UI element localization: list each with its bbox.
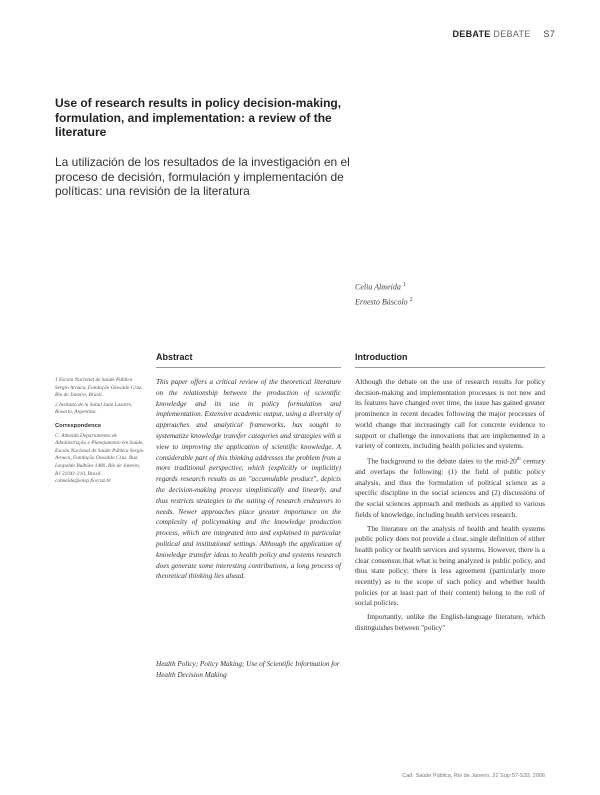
affiliation-1: 1 Escola Nacional de Saúde Pública Sergio Arouca, Fundação Oswaldo Cruz, Rio de Janeiro, Brasil. bbox=[55, 377, 143, 399]
paragraph: The background to the debate dates to the mid-20th century and overlaps the following: (1) the field of public policy analysis, and thus the formulation of political science as a specific discipline in the social sciences and (2) discussions of the social sciences approach and methods as applied to various fields of knowledge, including health services research. bbox=[355, 456, 545, 519]
author: Ernesto Báscolo $^2$ bbox=[355, 296, 413, 307]
paragraph: Importantly, unlike the English-language literature, which distinguishes between "policy" bbox=[355, 612, 545, 632]
author: Celia Almeida $^1$ bbox=[355, 282, 406, 292]
journal-footer: Cad. Saúde Pública, Rio de Janeiro, 22 Sup:S7-S33, 2006 bbox=[402, 773, 545, 779]
running-header bbox=[452, 29, 555, 39]
correspondence-address: C. Almeida Departamento de Administração e Planejamento em Saúde, Escola Nacional de Saúde Pública Sergio Arouca, Fundação Oswaldo Cruz. Rua Leopoldo Bulhões 1480, Rio de Janeiro, RJ 21041-210, Brasil. calmeida@ensp.fiocruz.br bbox=[55, 432, 144, 485]
affiliations bbox=[55, 377, 145, 488]
abstract-divider bbox=[156, 367, 341, 368]
introduction-heading: Introduction bbox=[355, 352, 408, 362]
affiliation-2: 2 Instituto de la Salud Juan Lazarte, Rosario, Argentina. bbox=[55, 401, 133, 416]
section-label-secondary: DEBATE bbox=[493, 29, 531, 39]
paragraph: Although the debate on the use of research results for policy decision-making and implementation processes is not new and its features have changed over time, the issue has gained greater prominence in recent decades following the major processes of world change that increasingly call for concrete evidence to support or challenge the innovations that are implemented in a variety of contexts, including health policies and systems. bbox=[355, 377, 545, 451]
keywords: Health Policy; Policy Making; Use of Scientific Information for Health Decision Making bbox=[156, 660, 340, 679]
author-list bbox=[355, 279, 413, 308]
introduction-body bbox=[355, 377, 545, 637]
page-number: S7 bbox=[543, 29, 555, 39]
abstract-text: This paper offers a critical review of the theoretical literature on the relationship between the production of scientific knowledge and its use in policy formulation and implementation. Extensive academic output, using a diversity of approaches and analytical frameworks, has sought to systematize knowledge transfer categories and strategies with a view to improving the application of scientific knowledge. A considerable part of this thinking addresses the problem from a more traditional perspective, which (explicitly or implicitly) regards research results as an "accumulable product", depicts the decision-making process simplistically and linearly, and thus restricts strategies to the suiting of research endeavors to needs. Newer approaches place greater importance on the complexity of policymaking and the knowledge production process, which are integrated into and explained in particular political and institutional settings. Although the application of knowledge transfer ideas to health policy and systems research does generate some interesting contributions, a long process of theoretical thinking lies ahead. bbox=[156, 378, 341, 581]
article-title-english: Use of research results in policy decision-making, formulation, and implementation: a review of the literature bbox=[55, 96, 342, 139]
section-label: DEBATE bbox=[452, 29, 491, 39]
abstract-heading: Abstract bbox=[156, 352, 193, 362]
article-title-spanish: La utilización de los resultados de la investigación en el proceso de decisión, formulación y implementación de políticas: una revisión de la literatura bbox=[55, 155, 350, 198]
introduction-divider bbox=[355, 367, 545, 368]
paragraph: The literature on the analysis of health and health systems public policy does not provide a clear, single definition of either health policy or health services and systems. However, there is a clear consensus that what is being analyzed is public policy, and thus state policy; there is less agreement (particularly more recently) as to the scope of such policy and whether health policies (or at least part of their content) belong to the roll of social policies. bbox=[355, 523, 545, 608]
correspondence-label: Correspondence bbox=[55, 422, 102, 429]
